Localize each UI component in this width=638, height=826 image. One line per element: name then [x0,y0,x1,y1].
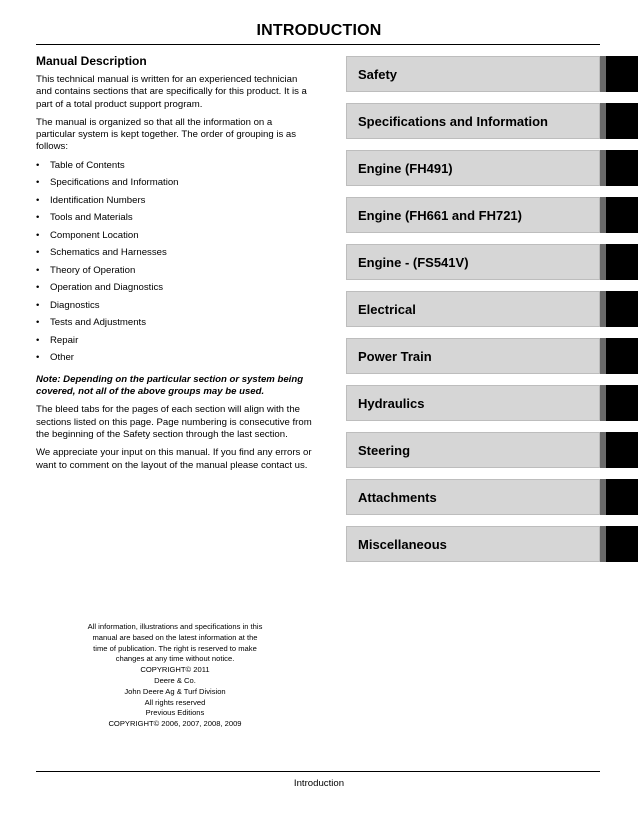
list-item: • Schematics and Harnesses [36,247,167,259]
list-item: • Component Location [36,229,139,241]
tab-label: Power Train [358,349,432,364]
copyright-line: manual are based on the latest information at the [92,632,258,642]
tab-engine-fh661-fh721[interactable] [346,197,638,233]
tab-label: Electrical [358,302,416,317]
footer-divider [36,771,600,772]
copyright-line: All information, illustrations and specifications in this [87,622,263,631]
bullet-icon: • [36,317,40,329]
manual-description [36,54,314,478]
tab-label: Engine (FH661 and FH721) [358,208,522,223]
bleed-tab [606,432,638,468]
organization-paragraph: The manual is organized so that all the information on a particular system is kept together. The order of grouping is as follows: [36,116,297,153]
bleed-tab [606,197,638,233]
bullet-icon: • [36,264,40,276]
tab-safety[interactable] [346,56,638,92]
bleed-tab [606,526,638,562]
tab-label: Hydraulics [358,396,425,411]
copyright-line: time of publication. The right is reserved to make [93,643,257,653]
intro-paragraph: This technical manual is written for an experienced technician and contains sections that are specifically for this product. It is a part of a total product support program. [36,74,307,110]
copyright-line: John Deere Ag & Turf Division [124,686,226,696]
bleed-tab [606,338,638,374]
bleed-tab [606,150,638,186]
tab-label: Attachments [358,490,437,505]
page-title: INTRODUCTION [256,22,382,39]
list-item: • Specifications and Information [36,177,179,189]
tab-electrical[interactable] [346,291,638,327]
feedback-paragraph: We appreciate your input on this manual. If you find any errors or want to comment on the layout of the manual please contact us. [36,447,312,471]
tab-label: Steering [358,443,411,458]
section-heading: Manual Description [36,54,147,68]
bleed-tab [606,385,638,421]
copyright-notice [70,622,280,730]
tab-steering[interactable] [346,432,638,468]
tab-label: Engine (FH491) [358,161,453,176]
tab-engine-fh491[interactable] [346,150,638,186]
title-divider [36,44,600,45]
bullet-icon: • [36,247,40,259]
bullet-icon: • [36,177,40,189]
tab-label: Miscellaneous [358,537,447,552]
bullet-icon: • [36,159,40,171]
tab-label: Safety [358,67,398,82]
bleed-tab [606,479,638,515]
tab-miscellaneous[interactable] [346,526,638,562]
tab-attachments[interactable] [346,479,638,515]
grouping-list [36,160,314,370]
tab-engine-fs541v[interactable] [346,244,638,280]
list-item: • Operation and Diagnostics [36,282,164,294]
bullet-icon: • [36,299,40,311]
copyright-line: All rights reserved [144,697,206,707]
bullet-icon: • [36,334,40,346]
list-item: • Identification Numbers [36,194,146,206]
bleed-tab [606,103,638,139]
list-item: • Diagnostics [36,299,100,311]
bullet-icon: • [36,212,40,224]
copyright-line: changes at any time without notice. [115,654,235,664]
list-item: • Theory of Operation [36,264,136,276]
list-item: • Other [36,352,74,364]
tab-power-train[interactable] [346,338,638,374]
bleed-tab [606,244,638,280]
list-item: • Repair [36,334,79,346]
page-footer: Introduction [293,778,345,789]
copyright-line: Previous Editions [145,708,205,718]
copyright-line: COPYRIGHT© 2011 [140,665,210,675]
tab-label: Engine - (FS541V) [358,255,469,270]
note-paragraph: Note: Depending on the particular section or system being covered, not all of the above groups may be used. [36,373,304,398]
bullet-icon: • [36,229,40,241]
tab-specifications[interactable] [346,103,638,139]
bleed-tab [606,291,638,327]
list-item: • Tools and Materials [36,212,133,224]
bleed-tab [606,56,638,92]
list-item: • Tests and Adjustments [36,317,146,329]
tab-hydraulics[interactable] [346,385,638,421]
copyright-line: COPYRIGHT© 2006, 2007, 2008, 2009 [108,719,242,729]
bullet-icon: • [36,282,40,294]
bullet-icon: • [36,352,40,364]
bullet-icon: • [36,194,40,206]
tab-label: Specifications and Information [358,114,548,129]
copyright-line: Deere & Co. [154,675,196,685]
list-item: • Table of Contents [36,159,125,171]
bleed-tabs-paragraph: The bleed tabs for the pages of each section will align with the sections listed on this page. Page numbering is consecutive from the beginning of the Safety section through the last section. [36,404,312,440]
